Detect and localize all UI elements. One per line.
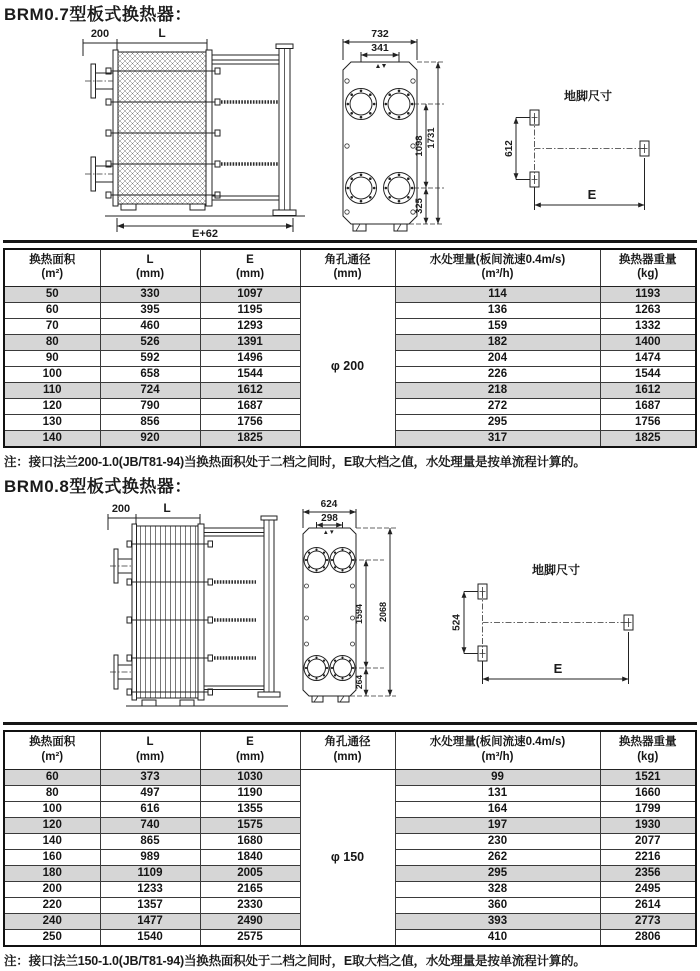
col-header-l (100, 249, 200, 287)
dim-label-width: 624 (320, 499, 338, 511)
dim-label-length: L (158, 26, 166, 40)
horizontal-dimension (535, 158, 645, 210)
table-cell: 526 (100, 335, 200, 351)
table-cell: 120 (4, 399, 100, 415)
col-header-capacity (395, 249, 600, 287)
port-circles (304, 548, 355, 681)
section-brm07 (0, 0, 700, 472)
table-cell: 410 (395, 929, 600, 946)
table-cell: 295 (395, 415, 600, 431)
header-line: 换热器重量 (619, 735, 677, 748)
footnote: 注：接口法兰150-1.0(JB/T81-94)当换热面积处于二档之间时，E取大档之值，水处理量是按单流程计算的。 (4, 953, 586, 968)
col-header-weight (600, 731, 696, 769)
height-dimensions (350, 528, 396, 696)
table-cell: 226 (395, 367, 600, 383)
table-cell: 395 (100, 303, 200, 319)
technical-drawings-brm07 (0, 26, 700, 240)
table-cell: 1477 (100, 913, 200, 929)
table-cell: 1030 (200, 769, 300, 785)
footprint-label: 地脚尺寸 (563, 89, 613, 103)
page-title: BRM0.7型板式换热器： (4, 5, 192, 24)
table-cell: 182 (395, 335, 600, 351)
table-cell: 90 (4, 351, 100, 367)
dim-label-horizontal: E (587, 187, 597, 202)
table-cell: 1612 (200, 383, 300, 399)
col-header-area (4, 731, 100, 769)
table-cell: 790 (100, 399, 200, 415)
dim-label-ports: 341 (371, 42, 389, 54)
table-cell: 724 (100, 383, 200, 399)
table-cell: 740 (100, 817, 200, 833)
table-cell: 2773 (600, 913, 696, 929)
col-header-l (100, 731, 200, 769)
header-line: E (246, 253, 254, 266)
table-cell: 1233 (100, 881, 200, 897)
table-cell: 1496 (200, 351, 300, 367)
dim-label-overall: 2068 (378, 602, 388, 623)
carrying-bar (204, 528, 264, 690)
header-row (4, 731, 696, 769)
header-line: 角孔通径 (324, 253, 371, 266)
table-cell: 865 (100, 833, 200, 849)
header-line: (mm) (135, 268, 165, 281)
col-header-e (200, 731, 300, 769)
table-cell: 317 (395, 431, 600, 448)
table-body (4, 769, 696, 946)
table-cell: 1544 (600, 367, 696, 383)
dim-label-base: E+62 (192, 228, 218, 240)
table-cell: 160 (4, 849, 100, 865)
table-cell: 272 (395, 399, 600, 415)
mounting-feet (353, 224, 407, 231)
port-flange-top (110, 549, 132, 583)
flow-direction-arrows (376, 64, 386, 68)
table-cell: 2356 (600, 865, 696, 881)
table-cell: 1687 (200, 399, 300, 415)
table-cell: 295 (395, 865, 600, 881)
spec-table-brm08 (3, 730, 697, 947)
table-cell: 1756 (600, 415, 696, 431)
table-cell: 1357 (100, 897, 200, 913)
flow-direction-arrows (324, 531, 334, 535)
table-cell: 1521 (600, 769, 696, 785)
table-cell: 1400 (600, 335, 696, 351)
footprint-label: 地脚尺寸 (531, 563, 581, 578)
table-cell: 1540 (100, 929, 200, 946)
header-line: (m²) (41, 750, 64, 763)
table-cell: 2077 (600, 833, 696, 849)
frame-column (258, 516, 280, 697)
table-cell: 220 (4, 897, 100, 913)
centerlines (483, 592, 629, 654)
table-cell: 240 (4, 913, 100, 929)
table-body (4, 287, 696, 448)
table-cell: 2165 (200, 881, 300, 897)
vertical-dimension (504, 118, 530, 180)
header-line: E (246, 735, 254, 748)
table-cell: 1332 (600, 319, 696, 335)
header-line: 换热器重量 (619, 253, 677, 266)
table-cell: 328 (395, 881, 600, 897)
front-view-drawing (320, 26, 460, 236)
table-cell: 460 (100, 319, 200, 335)
technical-drawings-brm08 (0, 498, 700, 716)
table-cell: 2005 (200, 865, 300, 881)
table-cell: 920 (100, 431, 200, 448)
table-cell: 2330 (200, 897, 300, 913)
table-row (4, 769, 696, 785)
dim-label-horizontal: E (553, 661, 563, 677)
dim-label-port-span: 1098 (414, 135, 425, 157)
header-line: 换热面积 (29, 253, 76, 266)
table-cell: 1474 (600, 351, 696, 367)
dim-label-bottom: 264 (354, 675, 364, 690)
header-line: 水处理量(板间流速0.4m/s) (429, 735, 566, 748)
divider (3, 240, 697, 243)
table-cell: 1293 (200, 319, 300, 335)
table-cell: 80 (4, 335, 100, 351)
table-cell: 1195 (200, 303, 300, 319)
table-cell: 159 (395, 319, 600, 335)
header-line: (kg) (637, 750, 659, 763)
table-cell: 616 (100, 801, 200, 817)
table-cell: 1687 (600, 399, 696, 415)
dim-label-offset: 200 (90, 28, 110, 40)
bore-diameter-cell: φ 200 (300, 287, 395, 448)
table-cell: 131 (395, 785, 600, 801)
table-cell: 100 (4, 367, 100, 383)
col-header-bore (300, 731, 395, 769)
base-and-feet (126, 700, 288, 706)
table-cell: 60 (4, 769, 100, 785)
dim-label-vertical: 612 (504, 140, 515, 157)
dim-label-port-span: 1594 (354, 604, 364, 625)
divider (3, 722, 697, 725)
table-cell: 80 (4, 785, 100, 801)
header-line: L (146, 253, 154, 266)
carrying-bar (212, 55, 279, 200)
table-cell: 99 (395, 769, 600, 785)
footnote: 注：接口法兰200-1.0(JB/T81-94)当换热面积处于二档之间时，E取大档之值，水处理量是按单流程计算的。 (4, 455, 586, 470)
table-cell: 50 (4, 287, 100, 303)
col-header-weight (600, 249, 696, 287)
table-cell: 140 (4, 431, 100, 448)
table-cell: 230 (395, 833, 600, 849)
table-cell: 1840 (200, 849, 300, 865)
table-cell: 180 (4, 865, 100, 881)
table-cell: 1193 (600, 287, 696, 303)
table-cell: 197 (395, 817, 600, 833)
table-cell: 1799 (600, 801, 696, 817)
mounting-feet (312, 696, 349, 702)
table-cell: 1756 (200, 415, 300, 431)
dim-label-offset: 200 (111, 503, 131, 516)
table-cell: 120 (4, 817, 100, 833)
header-line: 水处理量(板间流速0.4m/s) (429, 253, 566, 266)
table-cell: 60 (4, 303, 100, 319)
table-cell: 1391 (200, 335, 300, 351)
header-line: (mm) (135, 750, 165, 763)
table-cell: 330 (100, 287, 200, 303)
edge-bolts (305, 584, 355, 646)
horizontal-dimension (483, 632, 629, 684)
edge-bolts (345, 79, 415, 214)
header-line: (mm) (333, 268, 362, 281)
header-line: (m³/h) (481, 750, 514, 763)
header-line: L (146, 735, 154, 748)
table-cell: 140 (4, 833, 100, 849)
table-cell: 1680 (200, 833, 300, 849)
col-header-bore (300, 249, 395, 287)
table-cell: 1190 (200, 785, 300, 801)
table-cell: 856 (100, 415, 200, 431)
table-cell: 2495 (600, 881, 696, 897)
header-line: (mm) (333, 750, 362, 763)
table-cell: 1825 (600, 431, 696, 448)
spec-table-brm07 (3, 248, 697, 449)
table-cell: 1263 (600, 303, 696, 319)
table-cell: 1355 (200, 801, 300, 817)
table-cell: 2216 (600, 849, 696, 865)
table-cell: 218 (395, 383, 600, 399)
side-view-drawing (55, 26, 325, 238)
table-row (4, 287, 696, 303)
vertical-dimension (452, 592, 479, 654)
table-cell: 2575 (200, 929, 300, 946)
side-view-drawing (88, 502, 298, 716)
table-cell: 136 (395, 303, 600, 319)
centerlines (535, 118, 645, 180)
table-cell: 70 (4, 319, 100, 335)
col-header-area (4, 249, 100, 287)
footprint-drawing (438, 560, 658, 700)
section-brm08 (0, 472, 700, 970)
table-cell: 110 (4, 383, 100, 399)
front-plate (343, 62, 417, 224)
table-cell: 393 (395, 913, 600, 929)
table-cell: 100 (4, 801, 100, 817)
page-title: BRM0.8型板式换热器： (4, 477, 192, 497)
dim-label-width: 732 (371, 28, 389, 40)
header-row (4, 249, 696, 287)
footprint-drawing (500, 88, 660, 220)
table-cell: 2614 (600, 897, 696, 913)
table-cell: 164 (395, 801, 600, 817)
height-dimensions (409, 62, 444, 224)
plate-pack (132, 524, 204, 700)
frame-column (273, 44, 296, 216)
table-cell: 1109 (100, 865, 200, 881)
table-cell: 200 (4, 881, 100, 897)
col-header-e (200, 249, 300, 287)
table-cell: 114 (395, 287, 600, 303)
table-cell: 658 (100, 367, 200, 383)
table-cell: 2490 (200, 913, 300, 929)
table-cell: 360 (395, 897, 600, 913)
header-line: (mm) (235, 268, 265, 281)
plate-pack (113, 50, 212, 206)
dim-label-ports: 298 (321, 513, 338, 525)
table-cell: 1825 (200, 431, 300, 448)
table-cell: 592 (100, 351, 200, 367)
front-view-drawing (288, 498, 408, 716)
header-line: 角孔通径 (324, 735, 371, 748)
col-header-capacity (395, 731, 600, 769)
header-line: (m³/h) (481, 268, 514, 281)
table-cell: 1930 (600, 817, 696, 833)
dim-label-length: L (163, 501, 171, 516)
base-dimension (117, 218, 293, 240)
table-cell: 204 (395, 351, 600, 367)
table-cell: 1097 (200, 287, 300, 303)
bore-diameter-cell: φ 150 (300, 769, 395, 946)
table-cell: 1575 (200, 817, 300, 833)
table-cell: 989 (100, 849, 200, 865)
header-line: (m²) (41, 268, 64, 281)
table-cell: 130 (4, 415, 100, 431)
header-line: 换热面积 (29, 735, 76, 748)
table-cell: 250 (4, 929, 100, 946)
dim-label-bottom: 325 (414, 198, 425, 214)
dim-label-overall: 1731 (426, 127, 437, 149)
table-cell: 373 (100, 769, 200, 785)
table-cell: 2806 (600, 929, 696, 946)
table-cell: 1612 (600, 383, 696, 399)
table-cell: 262 (395, 849, 600, 865)
dim-label-vertical: 524 (451, 614, 463, 632)
port-circles (346, 89, 415, 204)
table-cell: 497 (100, 785, 200, 801)
header-line: (kg) (637, 268, 659, 281)
header-line: (mm) (235, 750, 265, 763)
table-cell: 1544 (200, 367, 300, 383)
table-cell: 1660 (600, 785, 696, 801)
